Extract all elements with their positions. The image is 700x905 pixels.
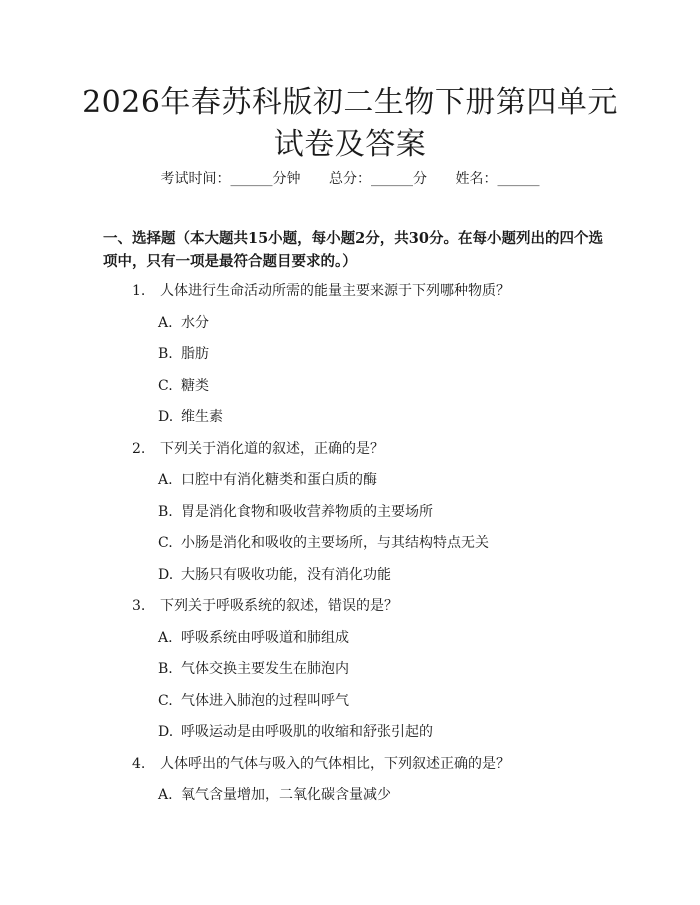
option-item	[0, 343, 700, 375]
question-item	[0, 595, 700, 753]
option-item	[0, 312, 700, 344]
option-text: 气体进入肺泡的过程叫呼气	[181, 692, 349, 709]
page-title: 2026年春苏科版初二生物下册第四单元试卷及答案	[82, 85, 618, 162]
option-letter: B.	[158, 346, 173, 362]
question-stem	[0, 438, 700, 470]
option-letter: C.	[158, 377, 173, 394]
option-text: 呼吸系统由呼吸道和肺组成	[181, 629, 349, 646]
question-text: 下列关于呼吸系统的叙述，错误的是？	[160, 598, 398, 614]
question-number: 4.	[132, 755, 146, 772]
option-item	[0, 564, 700, 596]
option-text: 脂肪	[181, 346, 209, 362]
option-letter: D.	[158, 409, 174, 425]
question-item	[0, 438, 700, 596]
question-item	[0, 280, 700, 438]
option-list	[0, 469, 700, 595]
option-item	[0, 658, 700, 690]
total-score-field: 总分：______分	[329, 171, 427, 187]
option-text: 口腔中有消化糖类和蛋白质的酶	[181, 472, 377, 488]
option-item	[0, 375, 700, 407]
question-number: 1.	[132, 283, 146, 299]
option-letter: C.	[158, 535, 173, 551]
option-text: 胃是消化食物和吸收营养物质的主要场所	[181, 503, 433, 520]
option-text: 氧气含量增加，二氧化碳含量减少	[181, 787, 391, 803]
exam-time-field: 考试时间：______分钟	[160, 171, 301, 187]
option-text: 气体交换主要发生在肺泡内	[181, 661, 349, 677]
question-list	[0, 280, 700, 816]
option-list	[0, 627, 700, 753]
option-letter: A.	[158, 787, 173, 803]
option-item	[0, 721, 700, 753]
question-stem	[0, 595, 700, 627]
question-number: 3.	[132, 598, 146, 614]
option-text: 小肠是消化和吸收的主要场所，与其结构特点无关	[181, 535, 489, 551]
option-item	[0, 690, 700, 722]
option-item	[0, 469, 700, 501]
question-number: 2.	[132, 440, 146, 457]
option-text: 大肠只有吸收功能，没有消化功能	[181, 566, 391, 583]
option-text: 维生素	[181, 409, 223, 425]
exam-meta	[0, 168, 700, 188]
question-text: 人体呼出的气体与吸入的气体相比，下列叙述正确的是？	[160, 755, 510, 772]
question-stem	[0, 753, 700, 785]
option-letter: B.	[158, 661, 173, 677]
option-letter: C.	[158, 692, 173, 709]
option-text: 呼吸运动是由呼吸肌的收缩和舒张引起的	[181, 724, 433, 740]
option-list	[0, 312, 700, 438]
student-name-field: 姓名：______	[455, 171, 540, 187]
question-item	[0, 753, 700, 816]
option-list	[0, 784, 700, 816]
option-letter: A.	[158, 629, 173, 646]
option-letter: B.	[158, 503, 173, 520]
option-letter: D.	[158, 724, 174, 740]
option-letter: A.	[158, 314, 173, 331]
question-stem	[0, 280, 700, 312]
option-text: 水分	[181, 314, 209, 331]
option-item	[0, 627, 700, 659]
option-letter: D.	[158, 566, 174, 583]
option-item	[0, 501, 700, 533]
option-item	[0, 406, 700, 438]
section-heading: 一、选择题（本大题共15小题，每小题2分，共30分。在每小题列出的四个选项中，只有一项是最符合题目要求的。）	[103, 230, 603, 270]
question-text: 下列关于消化道的叙述，正确的是？	[160, 440, 384, 457]
option-item	[0, 532, 700, 564]
question-text: 人体进行生命活动所需的能量主要来源于下列哪种物质？	[160, 283, 510, 299]
option-text: 糖类	[181, 377, 209, 394]
option-letter: A.	[158, 472, 173, 488]
option-item	[0, 784, 700, 816]
